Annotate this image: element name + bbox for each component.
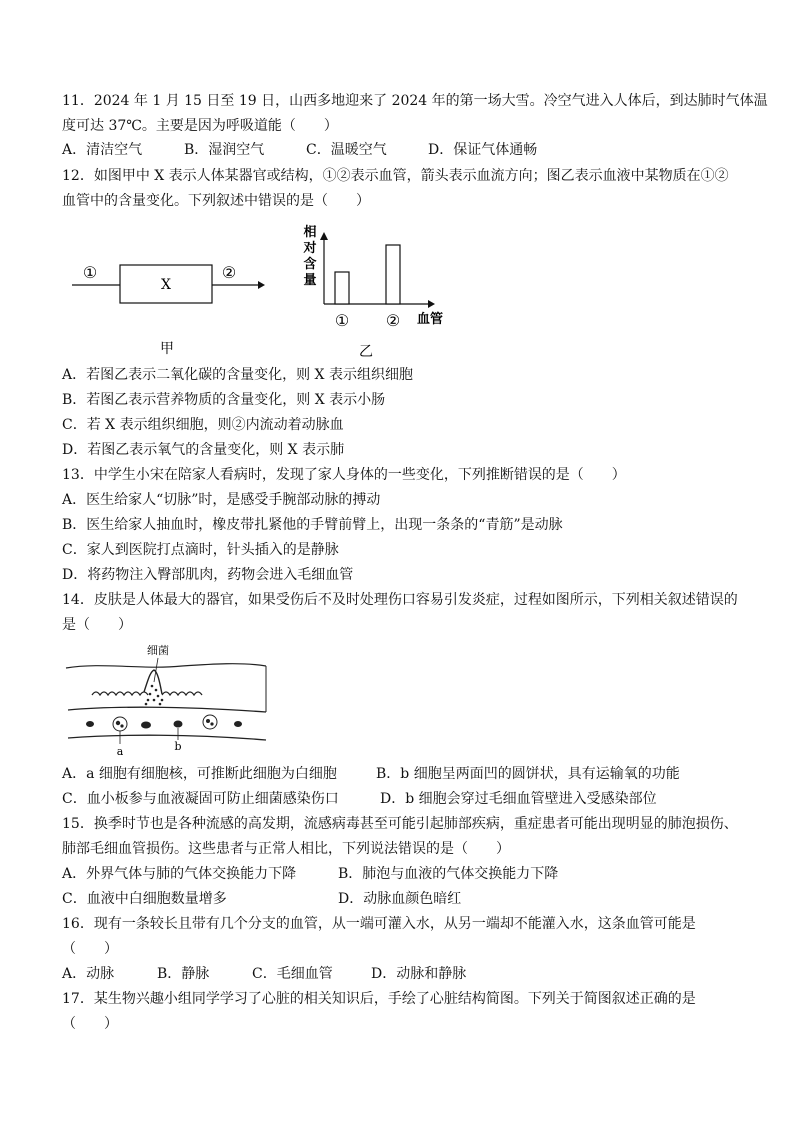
red-cell-1 (86, 721, 94, 727)
capillary-upper-wall (68, 707, 266, 712)
q14-skin-figure (62, 640, 272, 758)
yi-bar-1 (335, 272, 349, 304)
yi-bar-2 (386, 245, 400, 304)
q14-option-a: A．a 细胞有细胞核，可推断此细胞为白细胞 (62, 766, 337, 782)
q16-option-d: D．动脉和静脉 (371, 966, 467, 982)
jia-x-label: X (161, 277, 171, 293)
q15-stem-line1: 15．换季时节也是各种流感的高发期，流感病毒甚至可能引起肺部疾病，重症患者可能出现明显的肺泡损伤、 (62, 816, 738, 832)
q12-option-b: B．若图乙表示营养物质的含量变化，则 X 表示小肠 (62, 392, 386, 408)
q13-option-b: B．医生给家人抽血时，橡皮带扎紧他的手臂前臂上，出现一条条的“青筋”是动脉 (62, 517, 563, 533)
q13-stem: 13．中学生小宋在陪家人看病时，发现了家人身体的一些变化，下列推断错误的是（ ） (62, 467, 626, 483)
q16-option-a: A．动脉 (62, 966, 115, 982)
q11-option-b: B．湿润空气 (184, 142, 265, 158)
q14-option-b: B．b 细胞呈两面凹的圆饼状，具有运输氧的功能 (376, 766, 680, 782)
q14-stem-line2: 是（ ） (62, 617, 132, 633)
q12-figure-yi (296, 222, 456, 362)
yi-ylabel-4: 量 (303, 273, 317, 288)
jia-label-1: ① (82, 263, 98, 282)
q15-option-b: B．肺泡与血液的气体交换能力下降 (338, 866, 559, 882)
yi-tick-1: ① (334, 311, 350, 330)
yi-xlabel: 血管 (416, 312, 444, 327)
q16-stem-line1: 16．现有一条较长且带有几个分支的血管，从一端可灌入水，从另一端却不能灌入水，这条血管可能是 (62, 916, 696, 932)
yi-ylabel-2: 对 (303, 241, 317, 256)
q16-option-b: B．静脉 (157, 966, 210, 982)
jia-arrow-out-head (258, 281, 265, 289)
q12-option-d: D．若图乙表示氧气的含量变化，则 X 表示肺 (62, 442, 345, 458)
capillary-lower-wall (68, 735, 266, 740)
red-cell-2 (141, 722, 151, 729)
label-b: b (174, 740, 182, 753)
q12-option-c: C．若 X 表示组织细胞，则②内流动着动脉血 (62, 417, 344, 433)
q11-option-a: A．清洁空气 (62, 142, 143, 158)
yi-ylabel-3: 含 (303, 257, 317, 272)
q12-figure-jia (62, 245, 272, 360)
yi-tick-2: ② (385, 311, 401, 330)
q11-stem-line2: 度可达 37℃。主要是因为呼吸道能（ ） (62, 118, 338, 134)
jia-label-2: ② (221, 263, 237, 282)
q16-stem-line2: （ ） (62, 941, 118, 957)
red-cell-3 (234, 721, 242, 727)
q15-stem-line2: 肺部毛细血管损伤。这些患者与正常人相比，下列说法错误的是（ ） (62, 841, 510, 857)
q17-stem-line2: （ ） (62, 1016, 118, 1032)
q17-stem-line1: 17．某生物兴趣小组同学学习了心脏的相关知识后，手绘了心脏结构简图。下列关于简图叙述正确的是 (62, 991, 696, 1007)
q12-option-a: A．若图乙表示二氧化碳的含量变化，则 X 表示组织细胞 (62, 367, 413, 383)
q15-option-a: A．外界气体与肺的气体交换能力下降 (62, 866, 297, 882)
skin-surface (66, 664, 266, 668)
yi-caption: 乙 (359, 344, 373, 360)
label-a: a (116, 745, 124, 758)
yi-x-axis-arrow (428, 300, 435, 308)
q12-stem-line1: 12．如图甲中 X 表示人体某器官或结构，①②表示血管，箭头表示血流方向；图乙表示血液中某物质在①② (62, 168, 729, 184)
yi-y-axis-arrow (320, 232, 328, 240)
q16-option-c: C．毛细血管 (252, 966, 333, 982)
q13-option-c: C．家人到医院打点滴时，针头插入的是静脉 (62, 542, 339, 558)
q14-option-c: C．血小板参与血液凝固可防止细菌感染伤口 (62, 791, 339, 807)
white-cell-a (113, 717, 127, 731)
yi-ylabel-1: 相 (303, 225, 317, 240)
jia-caption: 甲 (160, 341, 174, 357)
dermis-wavy-line (92, 692, 202, 695)
white-cell-2 (203, 715, 217, 729)
q11-stem-line1: 11．2024 年 1 月 15 日至 19 日，山西多地迎来了 2024 年的第一场大雪。冷空气进入人体后，到达肺时气体温 (62, 93, 768, 109)
q15-option-d: D．动脉血颜色暗红 (338, 891, 462, 907)
q11-option-c: C．温暖空气 (306, 142, 387, 158)
q11-option-d: D．保证气体通畅 (428, 142, 538, 158)
q13-option-d: D．将药物注入臀部肌肉，药物会进入毛细血管 (62, 567, 354, 583)
red-cell-b (174, 721, 183, 728)
q14-option-d: D．b 细胞会穿过毛细血管壁进入受感染部位 (380, 791, 657, 807)
bacteria-label: 细菌 (147, 644, 169, 657)
q14-stem-line1: 14．皮肤是人体最大的器官，如果受伤后不及时处理伤口容易引发炎症，过程如图所示，下列相关叙述错误的 (62, 592, 738, 608)
wound (144, 670, 162, 694)
q15-option-c: C．血液中白细胞数量增多 (62, 891, 227, 907)
q13-option-a: A．医生给家人“切脉”时，是感受手腕部动脉的搏动 (62, 492, 381, 508)
q12-stem-line2: 血管中的含量变化。下列叙述中错误的是（ ） (62, 193, 370, 209)
